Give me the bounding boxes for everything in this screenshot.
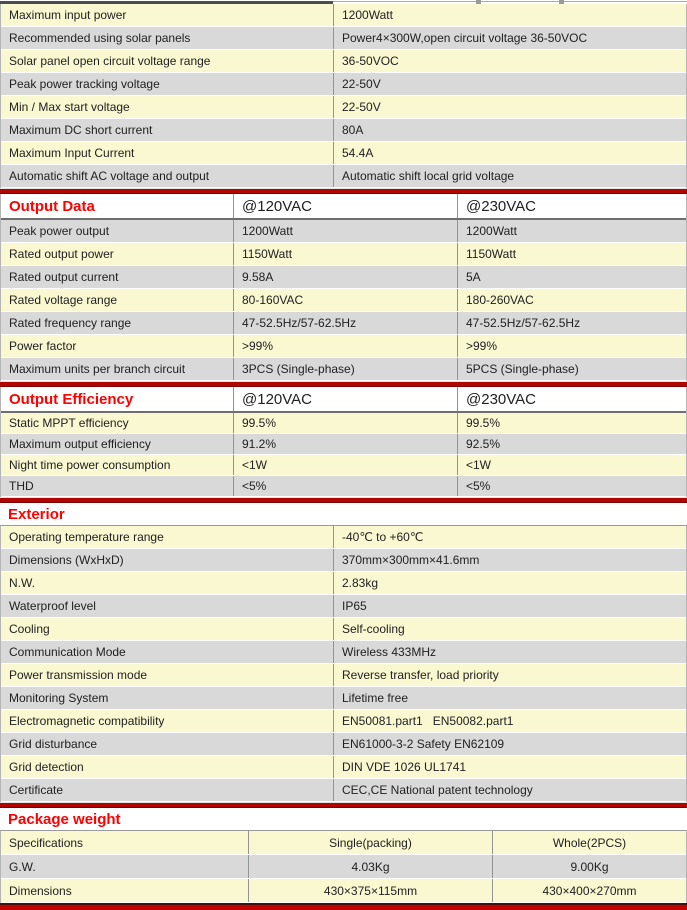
row-label: G.W. <box>9 859 36 874</box>
table-row <box>1 687 686 710</box>
package-weight-header-row <box>1 831 686 855</box>
table-row <box>1 220 686 243</box>
row-value: 1150Watt <box>457 243 686 265</box>
row-label: Min / Max start voltage <box>9 100 130 114</box>
section-title-package-weight: Package weight <box>0 808 687 830</box>
row-value: <1W <box>457 455 686 475</box>
table-row <box>1 289 686 312</box>
row-value: 1150Watt <box>233 243 457 265</box>
row-label: Waterproof level <box>9 599 96 613</box>
section-title-output-data: Output Data <box>9 197 95 215</box>
row-value: IP65 <box>333 595 686 617</box>
table-row <box>1 165 686 188</box>
output-data-header-row <box>1 194 686 220</box>
column-header-120vac: @120VAC <box>233 387 457 411</box>
row-value: 92.5% <box>457 434 686 454</box>
row-label: Rated frequency range <box>9 316 132 330</box>
row-label: Communication Mode <box>9 645 126 659</box>
row-label: Cooling <box>9 622 50 636</box>
row-value: 180-260VAC <box>457 289 686 311</box>
row-label: Certificate <box>9 783 64 797</box>
row-value: EN50081.part1 EN50082.part1 <box>333 710 686 732</box>
column-header-specifications: Specifications <box>9 835 84 850</box>
row-label: N.W. <box>9 576 35 590</box>
table-row <box>1 96 686 119</box>
table-row <box>1 476 686 497</box>
row-label: Maximum input power <box>9 8 127 22</box>
row-value: 5A <box>457 266 686 288</box>
row-value: 1200Watt <box>333 4 686 26</box>
column-header-whole-2pcs: Whole(2PCS) <box>492 831 686 854</box>
row-label: Maximum output efficiency <box>9 437 151 451</box>
row-value: 36-50VOC <box>333 50 686 72</box>
row-value: 4.03Kg <box>248 855 492 878</box>
row-value: <1W <box>233 455 457 475</box>
row-label: Monitoring System <box>9 691 109 705</box>
table-row <box>1 413 686 434</box>
row-label: Solar panel open circuit voltage range <box>9 54 211 68</box>
column-header-single-packing: Single(packing) <box>248 831 492 854</box>
row-label: Rated output power <box>9 247 114 261</box>
input-spec-table <box>0 4 687 188</box>
row-value: CEC,CE National patent technology <box>333 779 686 801</box>
row-label: Maximum units per branch circuit <box>9 362 186 376</box>
row-label: Grid disturbance <box>9 737 98 751</box>
row-value: 430×375×115mm <box>248 879 492 902</box>
cropped-column-tick <box>559 0 564 4</box>
table-row <box>1 710 686 733</box>
row-value: Automatic shift local grid voltage <box>333 165 686 187</box>
row-value: 5PCS (Single-phase) <box>457 358 686 380</box>
row-value: 91.2% <box>233 434 457 454</box>
table-row <box>1 549 686 572</box>
row-value: 99.5% <box>457 413 686 433</box>
table-row <box>1 73 686 96</box>
row-value: 9.00Kg <box>492 855 686 878</box>
row-value: Reverse transfer, load priority <box>333 664 686 686</box>
row-value: -40℃ to +60℃ <box>333 526 686 548</box>
exterior-table <box>0 525 687 802</box>
row-value: >99% <box>457 335 686 357</box>
row-value: 1200Watt <box>233 220 457 242</box>
row-value: 47-52.5Hz/57-62.5Hz <box>457 312 686 334</box>
output-efficiency-table <box>0 387 687 497</box>
row-value: Wireless 433MHz <box>333 641 686 663</box>
table-row <box>1 779 686 802</box>
table-row <box>1 50 686 73</box>
table-row <box>1 855 686 879</box>
row-value: 2.83kg <box>333 572 686 594</box>
cropped-table-edge <box>0 0 687 4</box>
section-title-exterior: Exterior <box>0 503 687 525</box>
row-value: 9.58A <box>233 266 457 288</box>
row-value: 1200Watt <box>457 220 686 242</box>
row-value: 99.5% <box>233 413 457 433</box>
output-efficiency-header-row <box>1 387 686 413</box>
table-row <box>1 595 686 618</box>
row-label: THD <box>9 479 34 493</box>
row-label: Peak power tracking voltage <box>9 77 160 91</box>
table-row <box>1 618 686 641</box>
column-header-230vac: @230VAC <box>457 194 686 218</box>
row-label: Static MPPT efficiency <box>9 416 129 430</box>
table-row <box>1 358 686 381</box>
table-row <box>1 572 686 595</box>
row-value: <5% <box>457 476 686 496</box>
table-row <box>1 434 686 455</box>
row-value: Power4×300W,open circuit voltage 36-50VOC <box>333 27 686 49</box>
row-value: EN61000-3-2 Safety EN62109 <box>333 733 686 755</box>
row-value: 80-160VAC <box>233 289 457 311</box>
row-value: 80A <box>333 119 686 141</box>
row-label: Electromagnetic compatibility <box>9 714 165 728</box>
row-value: >99% <box>233 335 457 357</box>
row-label: Recommended using solar panels <box>9 31 191 45</box>
row-label: Grid detection <box>9 760 84 774</box>
table-row <box>1 312 686 335</box>
cropped-edge-light-segment <box>333 1 687 2</box>
row-value: Lifetime free <box>333 687 686 709</box>
table-row <box>1 879 686 903</box>
row-value: 370mm×300mm×41.6mm <box>333 549 686 571</box>
column-header-230vac: @230VAC <box>457 387 686 411</box>
row-label: Dimensions (WxHxD) <box>9 553 124 567</box>
table-row <box>1 4 686 27</box>
row-label: Power transmission mode <box>9 668 148 682</box>
bottom-border-line <box>0 903 687 910</box>
row-label: Dimensions <box>9 883 72 898</box>
row-label: Night time power consumption <box>9 458 171 472</box>
table-row <box>1 526 686 549</box>
cropped-edge-dark-segment <box>0 1 333 4</box>
table-row <box>1 664 686 687</box>
row-label: Rated output current <box>9 270 119 284</box>
table-row <box>1 27 686 50</box>
row-label: Automatic shift AC voltage and output <box>9 169 210 183</box>
cropped-column-tick <box>476 0 481 4</box>
row-value: 22-50V <box>333 73 686 95</box>
row-value: 47-52.5Hz/57-62.5Hz <box>233 312 457 334</box>
row-label: Operating temperature range <box>9 530 164 544</box>
table-row <box>1 266 686 289</box>
package-weight-table <box>0 830 687 903</box>
row-value: 3PCS (Single-phase) <box>233 358 457 380</box>
row-value: Self-cooling <box>333 618 686 640</box>
row-value: 22-50V <box>333 96 686 118</box>
table-row <box>1 335 686 358</box>
table-row <box>1 733 686 756</box>
section-title-output-efficiency: Output Efficiency <box>9 390 134 408</box>
row-value: DIN VDE 1026 UL1741 <box>333 756 686 778</box>
output-data-table <box>0 194 687 381</box>
row-value: 430×400×270mm <box>492 879 686 902</box>
row-label: Peak power output <box>9 224 110 238</box>
row-value: 54.4A <box>333 142 686 164</box>
table-row <box>1 455 686 476</box>
row-label: Maximum DC short current <box>9 123 153 137</box>
column-header-120vac: @120VAC <box>233 194 457 218</box>
table-row <box>1 756 686 779</box>
row-value: <5% <box>233 476 457 496</box>
table-row <box>1 641 686 664</box>
row-label: Rated voltage range <box>9 293 118 307</box>
row-label: Maximum Input Current <box>9 146 135 160</box>
table-row <box>1 243 686 266</box>
table-row <box>1 119 686 142</box>
row-label: Power factor <box>9 339 77 353</box>
table-row <box>1 142 686 165</box>
